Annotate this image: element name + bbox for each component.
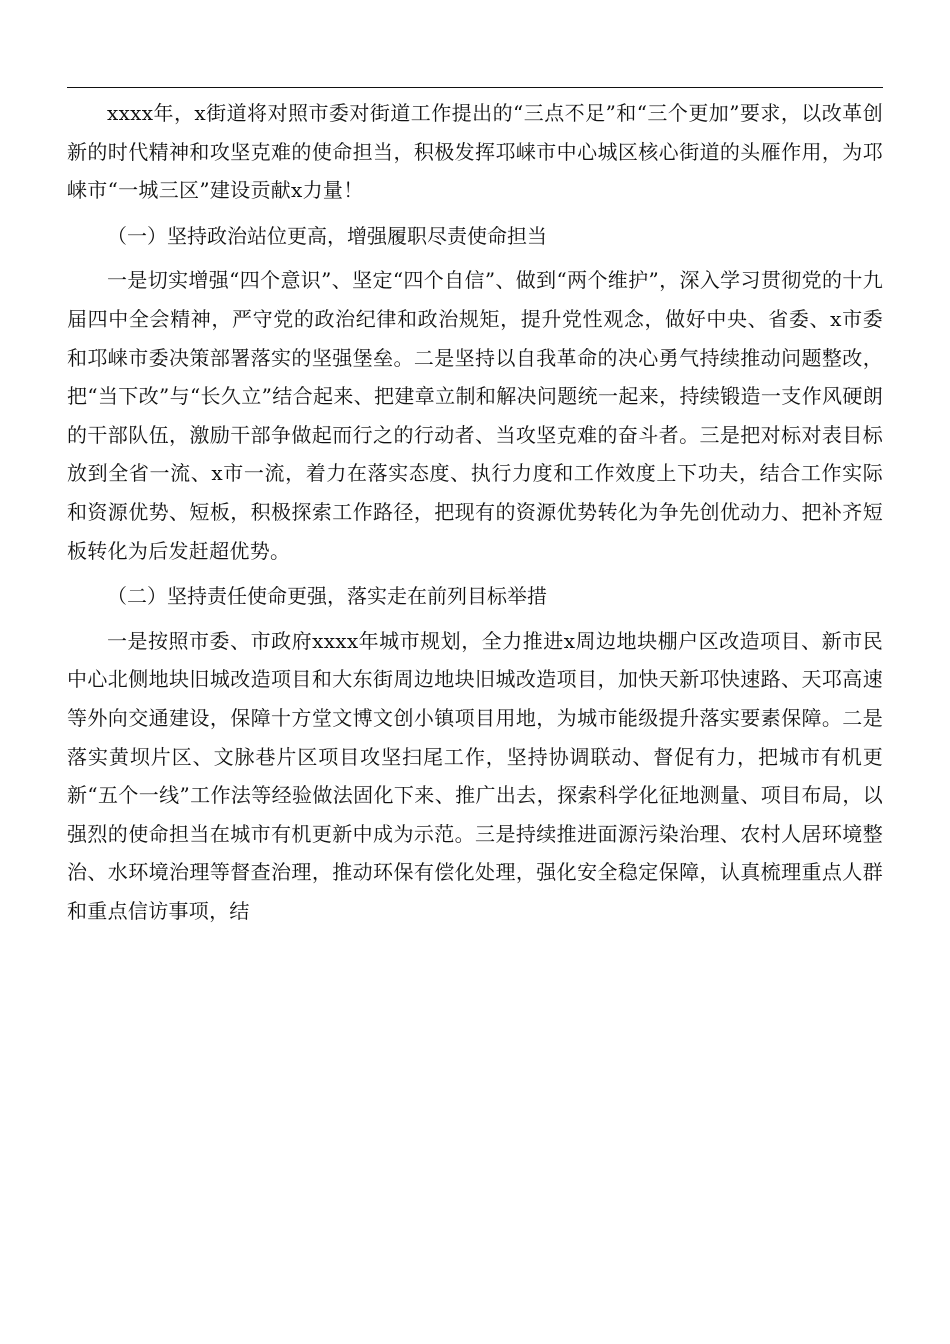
section-2-paragraph: 一是按照市委、市政府xxxx年城市规划，全力推进x周边地块棚户区改造项目、新市民中心北侧地块旧城改造项目和大东街周边地块旧城改造项目，加快天新邛快速路、天邛高速等外向交通建设，保障十方堂文博文创小镇项目用地，为城市能级提升落实要素保障。二是落实黄坝片区、文脉巷片区项目攻坚扫尾工作，坚持协调联动、督促有力，把城市有机更新“五个一线”工作法等经验做法固化下来、推广出去，探索科学化征地测量、项目布局，以强烈的使命担当在城市有机更新中成为示范。三是持续推进面源污染治理、农村人居环境整治、水环境治理等督查治理，推动环保有偿化处理，强化安全稳定保障，认真梳理重点人群和重点信访事项，结 <box>67 628 883 923</box>
intro-paragraph: xxxx年，x街道将对照市委对街道工作提出的“三点不足”和“三个更加”要求，以改革创新的时代精神和攻坚克难的使命担当，积极发挥邛崃市中心城区核心街道的头雁作用，为邛崃市“一城三区”建设贡献x力量！ <box>67 101 883 203</box>
section-heading-1: （一）坚持政治站位更高，增强履职尽责使命担当 <box>107 223 547 248</box>
document-body <box>67 94 883 930</box>
header-rule <box>67 87 883 88</box>
section-heading-2: （二）坚持责任使命更强，落实走在前列目标举措 <box>107 584 547 609</box>
section-1-paragraph: 一是切实增强“四个意识”、坚定“四个自信”、做到“两个维护”，深入学习贯彻党的十九届四中全会精神，严守党的政治纪律和政治规矩，提升党性观念，做好中央、省委、x市委和邛崃市委决策部署落实的坚强堡垒。二是坚持以自我革命的决心勇气持续推动问题整改，把“当下改”与“长久立”结合起来、把建章立制和解决问题统一起来，持续锻造一支作风硬朗的干部队伍，激励干部争做起而行之的行动者、当攻坚克难的奋斗者。三是把对标对表目标放到全省一流、x市一流，着力在落实态度、执行力度和工作效度上下功夫，结合工作实际和资源优势、短板，积极探索工作路径，把现有的资源优势转化为争先创优动力、把补齐短板转化为后发赶超优势。 <box>67 268 883 563</box>
